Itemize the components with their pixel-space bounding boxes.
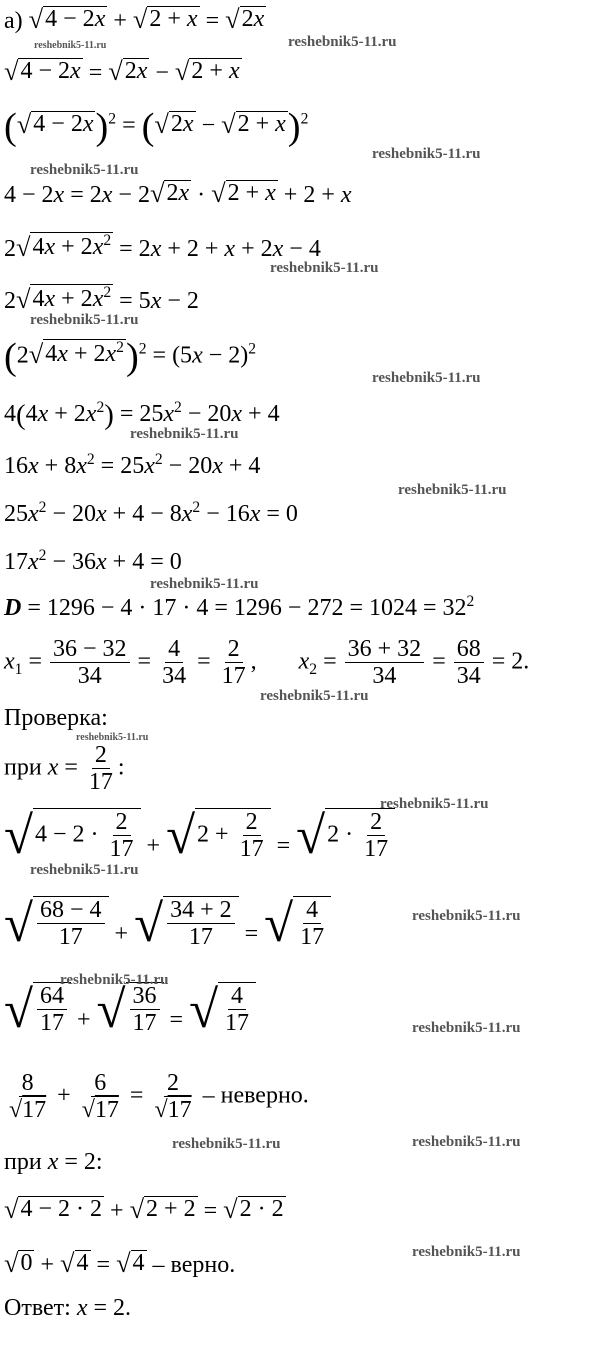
line-check-3: √ $\frac{64}{17}$ + √ $\frac{36}{17}$ = √ $\frac{4}{17}$ bbox=[4, 982, 256, 1037]
line-8: $4(4x + 2x^2) = 25x^2 - 20x + 4$ bbox=[4, 399, 280, 432]
line-1: а) √ 4 − 2x + √ 2 + x = √ 2x bbox=[4, 4, 265, 34]
watermark: reshebnik5-11.ru bbox=[30, 162, 139, 178]
line-13: $x_1$ = $\frac{36 - 32}{34}$ = $\frac{4}{34}$ = $\frac{2}{17}$ , $x_2$ = $\frac{36 + 32}{34}$ = $\frac{68}{34}$ = 2. bbox=[4, 636, 530, 690]
item-label: а) bbox=[4, 8, 23, 34]
line-when-2: при x = 2: bbox=[4, 1149, 103, 1175]
watermark: reshebnik5-11.ru bbox=[412, 908, 521, 924]
watermark: reshebnik5-11.ru bbox=[60, 972, 169, 988]
watermark: reshebnik5-11.ru bbox=[380, 796, 489, 812]
line-11: $17x^2 - 36x + 4 = 0$ bbox=[4, 547, 182, 575]
line-6: 2 √ $4x + 2x^2$ = 5x − 2 bbox=[4, 283, 199, 314]
watermark: reshebnik5-11.ru bbox=[412, 1134, 521, 1150]
watermark: reshebnik5-11.ru bbox=[76, 732, 149, 743]
watermark: reshebnik5-11.ru bbox=[172, 1136, 281, 1152]
line-3: ( √ 4 − 2x )$^2$ = ( √ 2x − √ 2 + x )$^2$ bbox=[4, 106, 309, 148]
line-when-1: при x = $\frac{2}{17}$ : bbox=[4, 742, 125, 796]
watermark: reshebnik5-11.ru bbox=[372, 146, 481, 162]
check-heading: Проверка: bbox=[4, 705, 108, 731]
watermark: reshebnik5-11.ru bbox=[372, 370, 481, 386]
line-check-5: √ 4 − 2 · 2 + √ 2 + 2 = √ 2 · 2 bbox=[4, 1194, 284, 1224]
watermark: reshebnik5-11.ru bbox=[34, 40, 107, 51]
watermark: reshebnik5-11.ru bbox=[412, 1244, 521, 1260]
watermark: reshebnik5-11.ru bbox=[130, 426, 239, 442]
line-check-2: √ $\frac{68 - 4}{17}$ + √ $\frac{34 + 2}{17}$ = √ $\frac{4}{17}$ bbox=[4, 896, 331, 951]
watermark: reshebnik5-11.ru bbox=[288, 34, 397, 50]
watermark: reshebnik5-11.ru bbox=[30, 862, 139, 878]
line-5: 2 √ $4x + 2x^2$ = 2x + 2 + x + 2x − 4 bbox=[4, 231, 321, 262]
line-7: (2 √ $4x + 2x^2$ )$^2 = (5x - 2)^2$ bbox=[4, 336, 257, 378]
line-9: $16x + 8x^2 = 25x^2 - 20x + 4$ bbox=[4, 451, 261, 479]
line-check-1: √ 4 − 2 · $\frac{2}{17}$ + √ 2 + $\frac{2}{17}$ = √ 2 · $\frac{2}{17}$ bbox=[4, 808, 395, 863]
watermark: reshebnik5-11.ru bbox=[260, 688, 369, 704]
watermark: reshebnik5-11.ru bbox=[30, 312, 139, 328]
line-12: $D = 1296 - 4 \cdot 17 \cdot 4 = 1296 - 272 = 1024 = 32^2$ bbox=[4, 593, 475, 621]
watermark: reshebnik5-11.ru bbox=[412, 1020, 521, 1036]
line-check-4: $\frac{8}{√17}$ + $\frac{6}{√17}$ = $\frac{2}{√17}$ – неверно. bbox=[9, 1070, 309, 1124]
line-check-6: √ 0 + √ 4 = √ 4 – верно. bbox=[4, 1248, 236, 1278]
line-4: 4 − 2x = 2x − 2 √ 2x · √ 2 + x + 2 + x bbox=[4, 178, 352, 208]
watermark: reshebnik5-11.ru bbox=[150, 576, 259, 592]
answer-line: Ответ: x = 2. bbox=[4, 1295, 132, 1321]
watermark: reshebnik5-11.ru bbox=[270, 260, 379, 276]
watermark: reshebnik5-11.ru bbox=[398, 482, 507, 498]
line-2: √ 4 − 2x = √ 2x − √ 2 + x bbox=[4, 56, 240, 86]
line-10: $25x^2 - 20x + 4 - 8x^2 - 16x = 0$ bbox=[4, 499, 298, 527]
